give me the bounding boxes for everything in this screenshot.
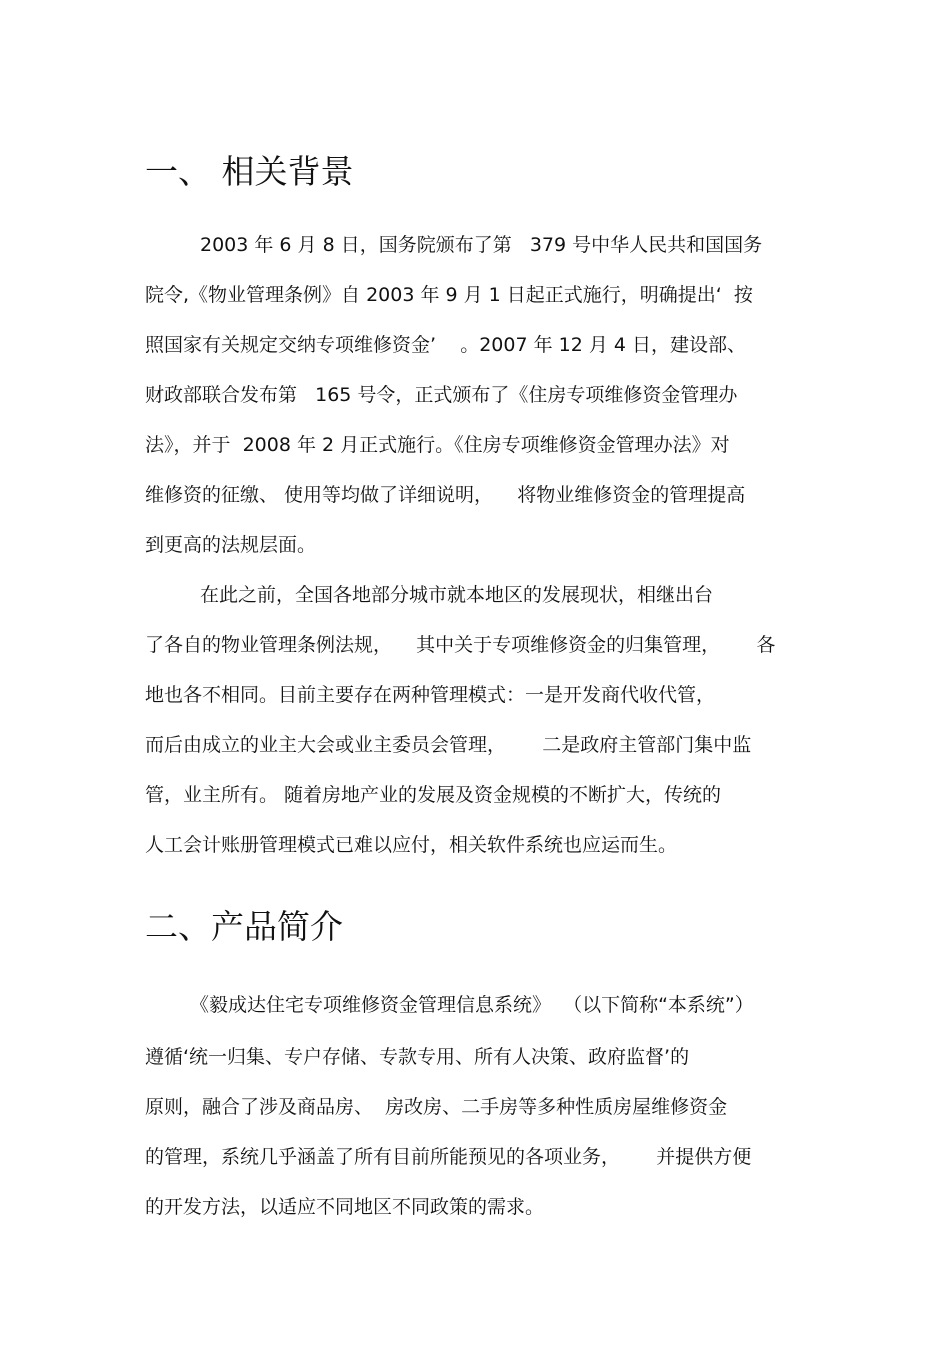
section-heading-background: 一、 相关背景 xyxy=(145,152,354,191)
paragraph-line: 《毅成达住宅专项维修资金管理信息系统》 （以下简称“本系统”） xyxy=(190,994,754,1016)
paragraph-line: 了各自的物业管理条例法规， 其中关于专项维修资金的归集管理， 各 xyxy=(145,634,776,656)
paragraph-line: 管，业主所有。 随着房地产业的发展及资金规模的不断扩大，传统的 xyxy=(145,784,722,806)
paragraph-line: 院令,《物业管理条例》自 2003 年 9 月 1 日起正式施行，明确提出‘ 按 xyxy=(145,284,753,306)
paragraph-line: 的开发方法，以适应不同地区不同政策的需求。 xyxy=(145,1196,545,1218)
paragraph-line: 2003 年 6 月 8 日，国务院颁布了第 379 号中华人民共和国国务 xyxy=(200,234,763,256)
paragraph-line: 在此之前，全国各地部分城市就本地区的发展现状，相继出台 xyxy=(200,584,714,606)
paragraph-line: 原则，融合了涉及商品房、 房改房、二手房等多种性质房屋维修资金 xyxy=(145,1096,728,1118)
paragraph-line: 照国家有关规定交纳专项维修资金’ 。2007 年 12 月 4 日，建设部、 xyxy=(145,334,747,356)
paragraph-line: 人工会计账册管理模式已难以应付，相关软件系统也应运而生。 xyxy=(145,834,678,856)
paragraph-line: 的管理，系统几乎涵盖了所有目前所能预见的各项业务， 并提供方便 xyxy=(145,1146,752,1168)
paragraph-line: 遵循‘统一归集、专户存储、专款专用、所有人决策、政府监督’的 xyxy=(145,1046,690,1068)
paragraph-line: 而后由成立的业主大会或业主委员会管理， 二是政府主管部门集中监 xyxy=(145,734,752,756)
paragraph-line: 到更高的法规层面。 xyxy=(145,534,317,556)
paragraph-line: 地也各不相同。目前主要存在两种管理模式：一是开发商代收代管， xyxy=(145,684,716,706)
paragraph-line: 维修资的征缴、 使用等均做了详细说明， 将物业维修资金的管理提高 xyxy=(145,484,746,506)
section-heading-product-intro: 二、产品简介 xyxy=(145,907,343,946)
paragraph-line: 财政部联合发布第 165 号令，正式颁布了《住房专项维修资金管理办 xyxy=(145,384,738,406)
paragraph-line: 法》，并于 2008 年 2 月正式施行。《住房专项维修资金管理办法》对 xyxy=(145,434,730,456)
